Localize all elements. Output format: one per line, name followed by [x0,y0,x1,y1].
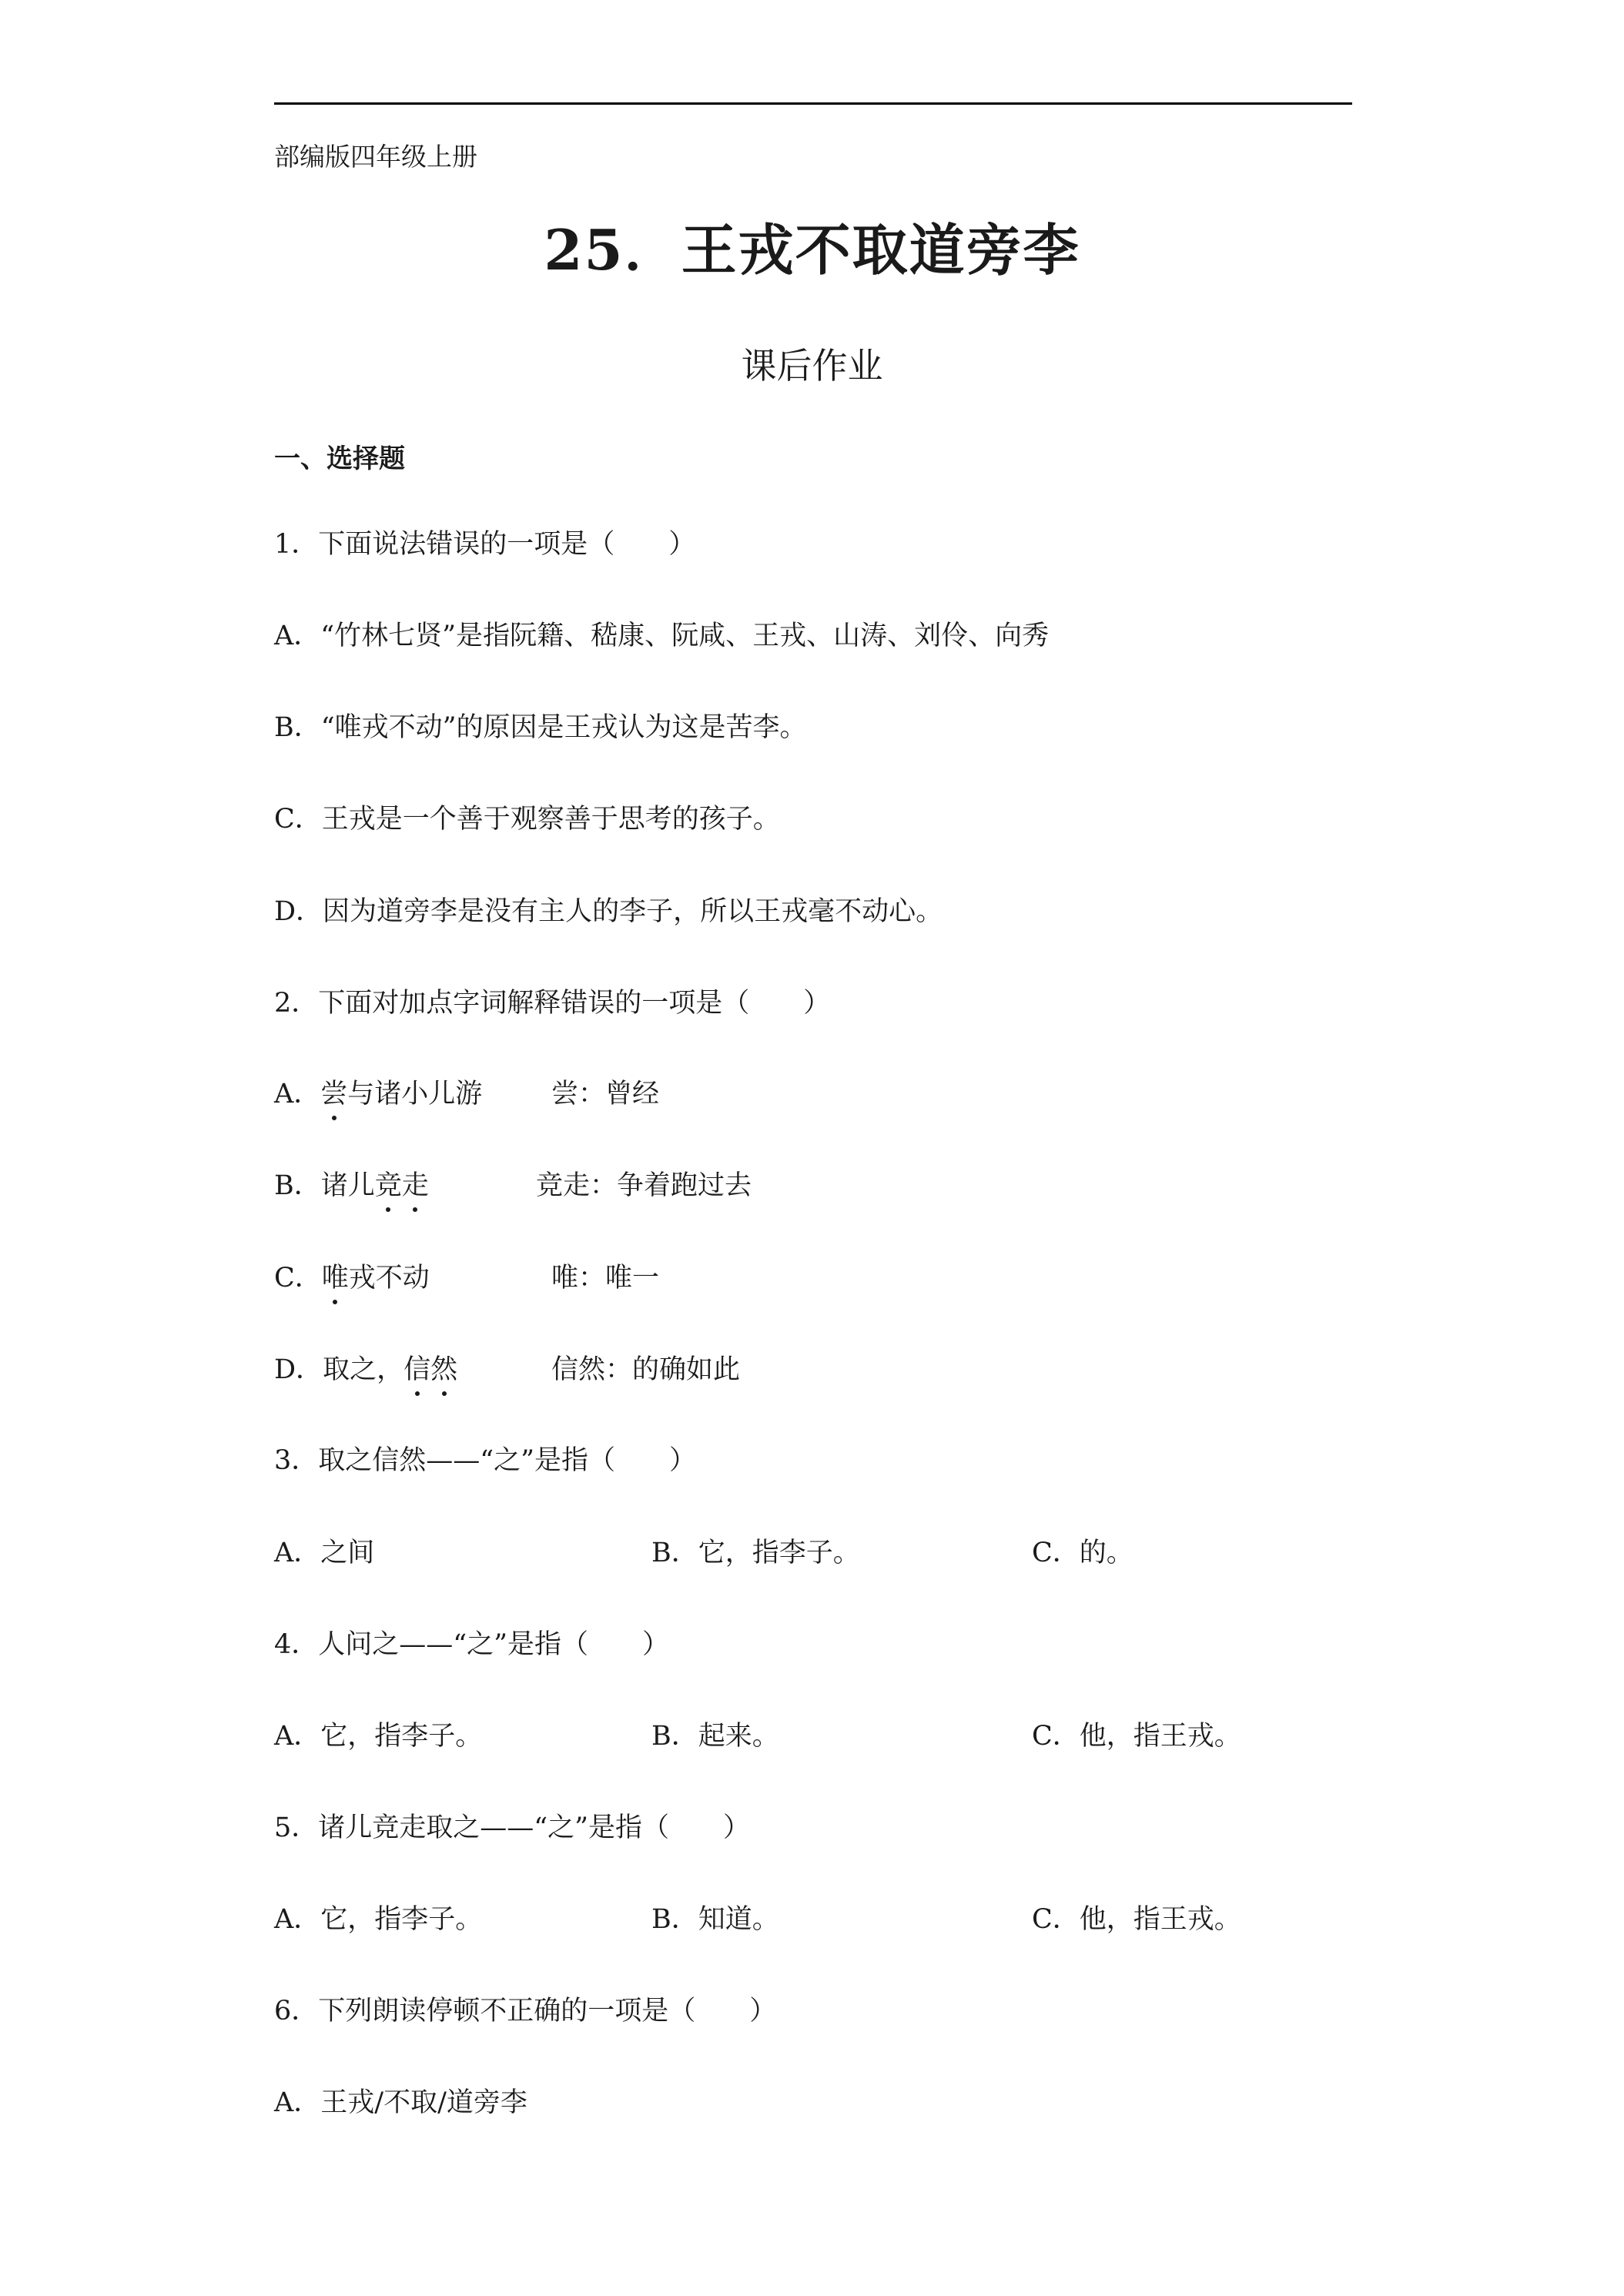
question-3-option-c: C．的。 [1032,1538,1133,1568]
dotted-character: 信 [403,1351,430,1388]
question-1-option-a: A．“竹林七贤”是指阮籍、嵇康、阮咸、王戎、山涛、刘伶、向秀 [274,621,1050,651]
question-5-stem: 5．诸儿竞走取之——“之”是指（ ） [274,1812,751,1843]
grade-label: 部编版四年级上册 [274,142,477,172]
option-label: B． [274,1170,321,1201]
question-4-stem: 4．人问之——“之”是指（ ） [274,1629,670,1660]
question-2-stem: 2．下面对加点字词解释错误的一项是（ ） [274,988,831,1019]
question-4-option-b: B．起来。 [651,1721,779,1752]
question-2-option-c-gloss: 唯：唯一 [551,1263,660,1294]
header-rule [274,102,1352,105]
question-1-option-c: C．王戎是一个善于观察善于思考的孩子。 [274,804,780,835]
question-2-option-b-gloss: 竞走：争着跑过去 [536,1170,752,1201]
option-label: D． [274,1354,323,1385]
question-6-stem: 6．下列朗读停顿不正确的一项是（ ） [274,1996,777,2027]
option-label: C． [274,1263,322,1294]
option-text: 与诸小儿游 [347,1079,483,1110]
question-3-option-a: A．之间 [274,1538,375,1568]
option-label: A． [274,1079,321,1110]
question-2-option-a [274,1076,482,1113]
section-heading: 一、选择题 [274,443,405,474]
dotted-character: 唯 [322,1260,349,1297]
question-5-option-a: A．它，指李子。 [274,1904,483,1935]
question-4-option-c: C．他，指王戎。 [1032,1721,1241,1752]
question-4-option-a: A．它，指李子。 [274,1721,483,1752]
dotted-character: 尝 [320,1076,347,1113]
dotted-character: 走 [402,1167,429,1204]
option-text: 取之， [323,1354,404,1385]
option-text: 诸儿 [320,1170,375,1201]
dotted-character: 竞 [375,1167,402,1204]
question-2-option-b [274,1167,429,1204]
question-2-option-c [274,1260,430,1297]
option-text: 戎不动 [348,1263,430,1294]
question-5-option-c: C．他，指王戎。 [1032,1904,1241,1935]
question-1-option-b: B．“唯戎不动”的原因是王戎认为这是苦李。 [274,712,807,743]
dotted-character: 然 [430,1351,457,1388]
question-2-option-d-gloss: 信然：的确如此 [551,1354,741,1385]
page-title: 25．王戎不取道旁李 [544,217,1080,283]
question-2-option-a-gloss: 尝：曾经 [551,1079,660,1110]
question-5-option-b: B．知道。 [651,1904,779,1935]
question-3-option-b: B．它，指李子。 [651,1538,860,1568]
question-3-stem: 3．取之信然——“之”是指（ ） [274,1445,697,1476]
page-subtitle: 课后作业 [741,345,883,387]
question-1-stem: 1．下面说法错误的一项是（ ） [274,529,696,560]
question-2-option-d [274,1351,457,1388]
question-1-option-d: D．因为道旁李是没有主人的李子，所以王戎毫不动心。 [274,896,943,927]
question-6-option-a: A．王戎/不取/道旁李 [274,2087,527,2118]
